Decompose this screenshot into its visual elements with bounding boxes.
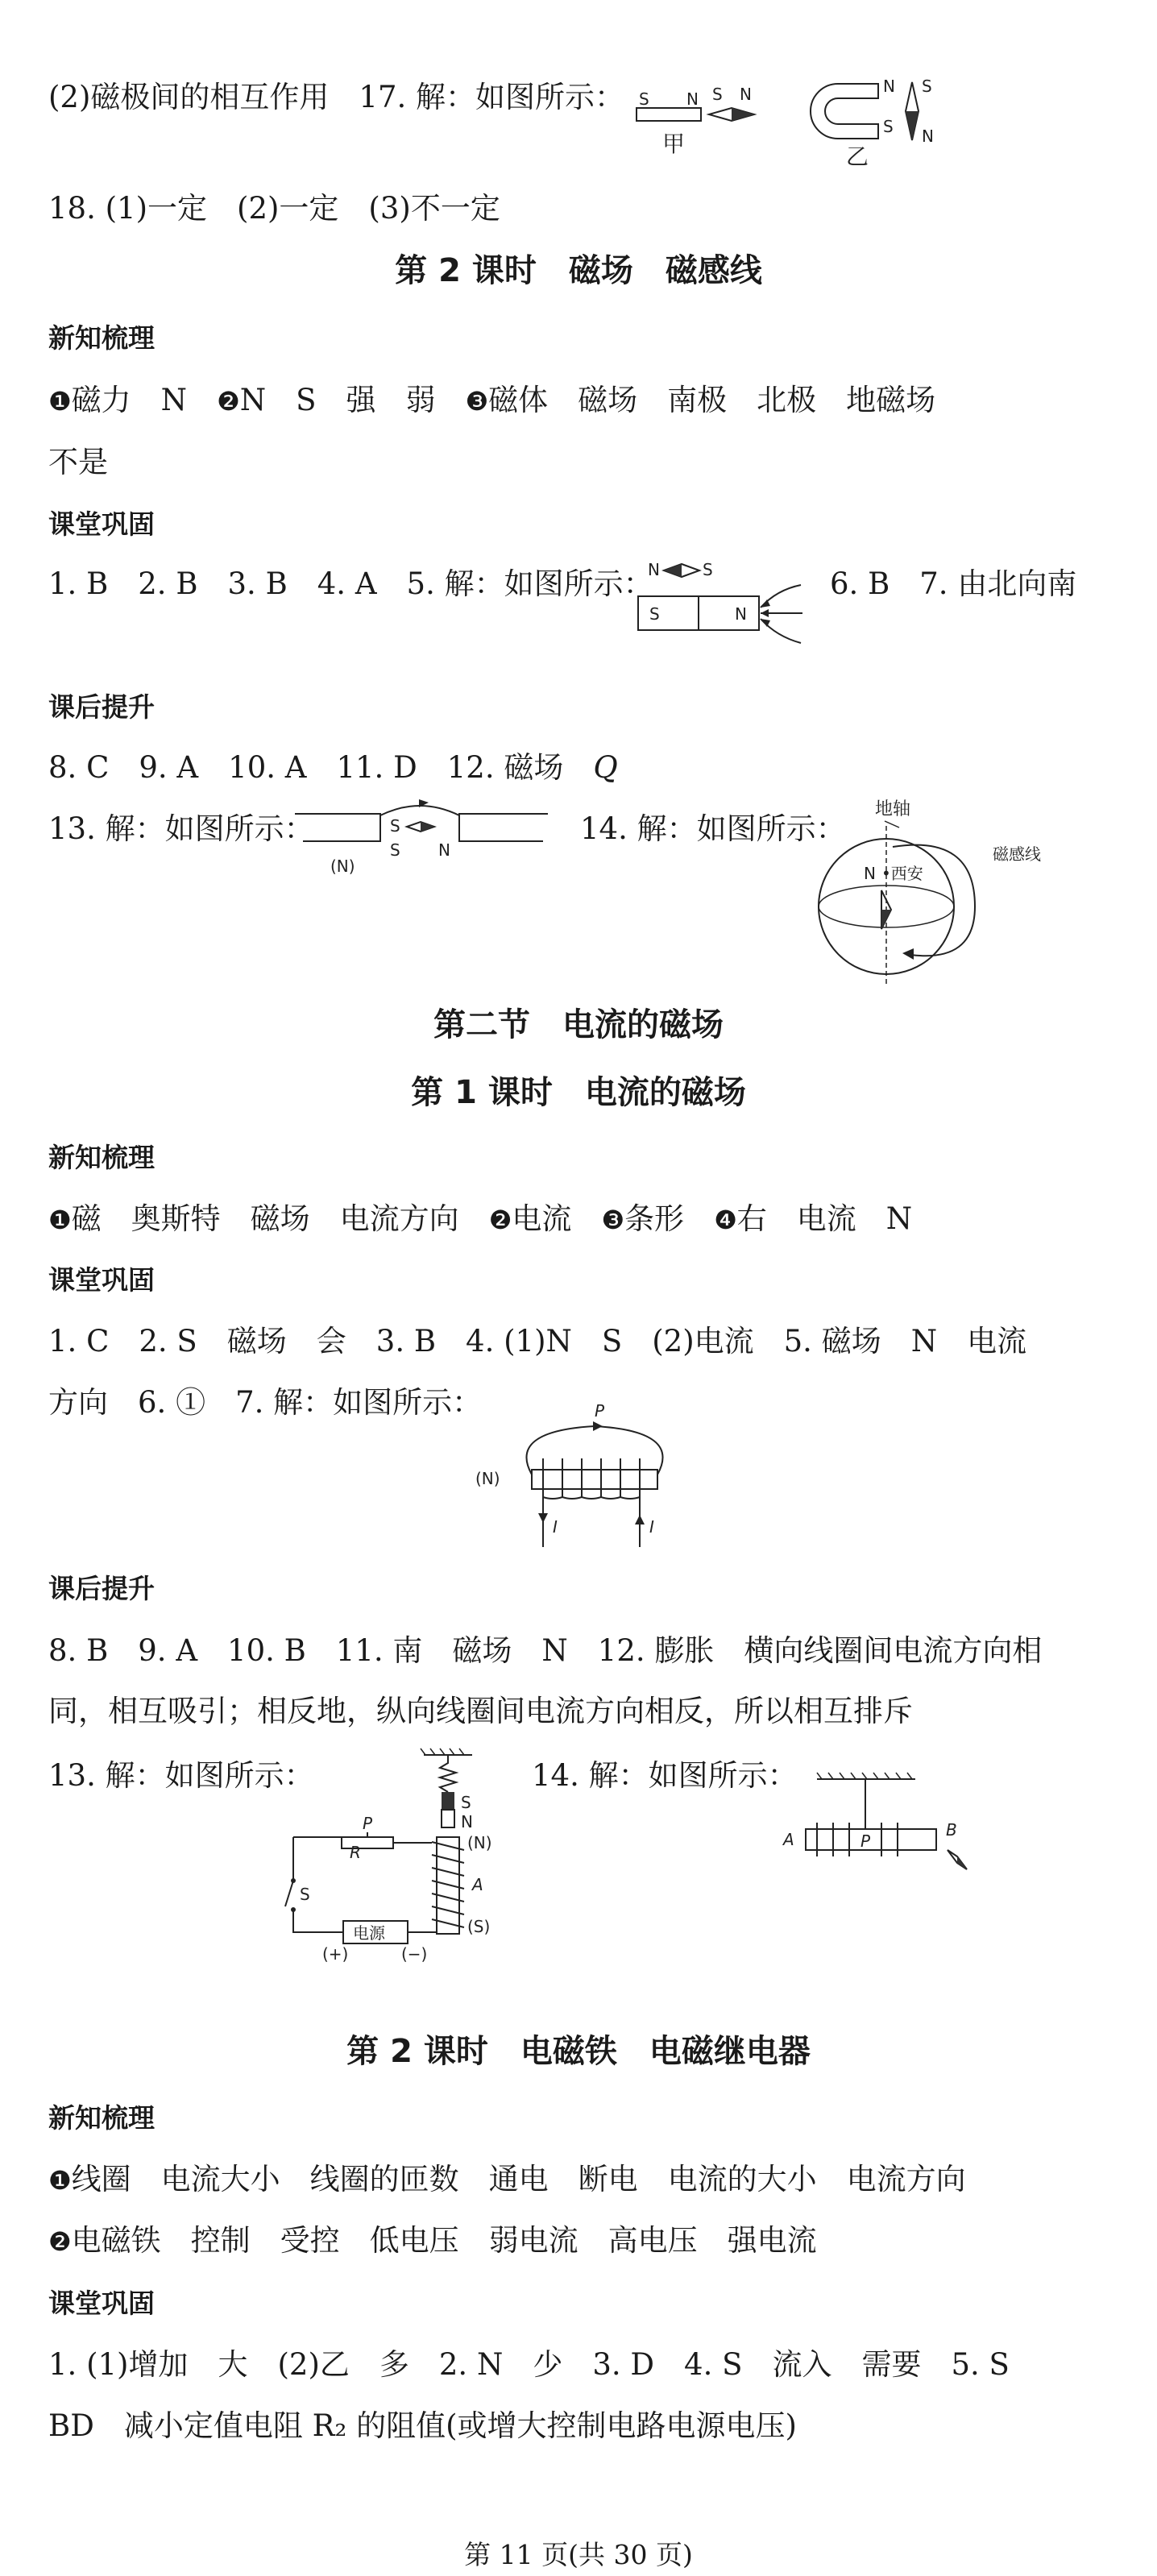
svg-text:(−): (−) [401,1944,428,1964]
svg-text:•西安: •西安 [881,864,923,883]
svg-text:(N): (N) [467,1833,492,1852]
diagram-14-earth [814,794,1041,987]
svg-text:P: P [595,1401,605,1421]
diagram-17-u-magnet [806,68,951,172]
svg-text:S: S [922,77,932,96]
svg-text:(+): (+) [322,1944,349,1964]
svg-text:(S): (S) [467,1917,491,1936]
diagram-13-magnets [290,798,556,878]
heading-new-knowledge: 新知梳理 [48,322,155,354]
class-practice-line-2: 1. C 2. S 磁场 会 3. B 4. (1)N S (2)电流 5. 磁场 N 电流 [48,1324,1027,1359]
answer-13b-label: 13. 解：如图所示： [48,1758,314,1793]
diagram-14-hanging-solenoid [773,1773,991,1877]
svg-text:N: N [648,560,660,579]
new-knowledge-line-4: ❶线圈 电流大小 线圈的匝数 通电 断电 电流的大小 电流方向 [48,2162,966,2196]
after-class-line-2: 8. B 9. A 10. B 11. 南 磁场 N 12. 膨胀 横向线圈间电流方向相 [48,1633,1043,1668]
diagram-5-bar-magnet [632,556,809,653]
svg-text:S: S [883,117,894,136]
svg-text:N: N [883,77,895,96]
svg-text:S: S [649,604,660,624]
page-footer: 第 11 页(共 30 页) [464,2539,693,2570]
heading-new-knowledge-2: 新知梳理 [48,1142,155,1173]
svg-text:S: S [461,1793,471,1812]
svg-text:N: N [461,1812,473,1831]
diagram-7-solenoid [475,1402,709,1555]
new-knowledge-line-2: 不是 [48,445,108,479]
label-s: S [639,89,649,109]
class-practice-line: 1. B 2. B 3. B 4. A 5. 解：如图所示： [48,566,653,601]
svg-text:地轴: 地轴 [875,799,911,819]
answer-line-18: 18. (1)一定 (2)一定 (3)不一定 [48,191,500,226]
heading-class-practice-3: 课堂巩固 [48,2288,155,2319]
heading-class-practice: 课堂巩固 [48,508,155,540]
heading-after-class-2: 课后提升 [48,1573,155,1604]
svg-text:R: R [350,1843,361,1862]
after-class-line-3: 同，相互吸引；相反地，纵向线圈间电流方向相反，所以相互排斥 [48,1694,913,1728]
section-title-current-magnetic: 第二节 电流的磁场 [433,1006,724,1043]
diagram-17-bar-magnet [637,74,773,163]
diagram-13-circuit [266,1748,540,1982]
svg-text:N: N [864,864,876,883]
svg-text:S: S [390,840,400,860]
svg-text:N: N [735,604,747,624]
svg-text:P: P [363,1814,373,1833]
answer-line-17: (2)磁极间的相互作用 17. 解：如图所示： [48,80,625,114]
new-knowledge-line-5: ❷电磁铁 控制 受控 低电压 弱电流 高电压 强电流 [48,2223,817,2258]
new-knowledge-line-1: ❶磁力 N ❷N S 强 弱 ❸磁体 磁场 南极 北极 地磁场 [48,383,936,417]
svg-text:(N): (N) [475,1469,500,1488]
svg-text:N: N [740,85,752,104]
lesson-title-magnetic-field: 第 2 课时 磁场 磁感线 [395,252,762,289]
svg-text:B: B [946,1820,957,1840]
class-practice-line-5: BD 减小定值电阻 R₂ 的阻值(或增大控制电路电源电压) [48,2408,797,2443]
svg-text:I: I [553,1517,558,1537]
label-n: N [686,89,699,109]
svg-text:A: A [472,1875,483,1894]
answer-14-label: 14. 解：如图所示： [580,811,846,846]
svg-text:乙: 乙 [846,143,869,170]
class-practice-line-3: 方向 6. ① 7. 解：如图所示： [48,1385,483,1420]
answer-14b-label: 14. 解：如图所示： [532,1758,798,1793]
svg-text:N: N [438,840,450,860]
svg-text:S: S [712,85,723,104]
svg-text:S: S [703,560,713,579]
svg-text:N: N [922,127,934,146]
svg-text:P: P [860,1831,871,1851]
heading-after-class: 课后提升 [48,691,155,723]
svg-text:I: I [649,1517,654,1537]
lesson-title-current-magnetic: 第 1 课时 电流的磁场 [411,1074,746,1111]
heading-new-knowledge-3: 新知梳理 [48,2102,155,2134]
after-class-line: 8. C 9. A 10. A 11. D 12. 磁场 Q [48,750,618,785]
svg-text:S: S [390,816,400,836]
class-practice-line-4: 1. (1)增加 大 (2)乙 多 2. N 少 3. D 4. S 流入 需要 5. S [48,2347,1010,2382]
new-knowledge-line-3: ❶磁 奥斯特 磁场 电流方向 ❷电流 ❸条形 ❹右 电流 N [48,1201,913,1236]
svg-text:S: S [300,1885,310,1904]
svg-text:电源: 电源 [353,1923,385,1943]
svg-text:甲: 甲 [662,131,686,157]
lesson-title-electromagnet: 第 2 课时 电磁铁 电磁继电器 [346,2033,811,2070]
answer-13-label: 13. 解：如图所示： [48,811,314,846]
svg-text:磁感线: 磁感线 [993,844,1041,864]
svg-text:A: A [783,1830,794,1849]
heading-class-practice-2: 课堂巩固 [48,1264,155,1296]
svg-text:(N): (N) [330,857,355,876]
class-practice-line-tail: 6. B 7. 由北向南 [830,566,1077,601]
